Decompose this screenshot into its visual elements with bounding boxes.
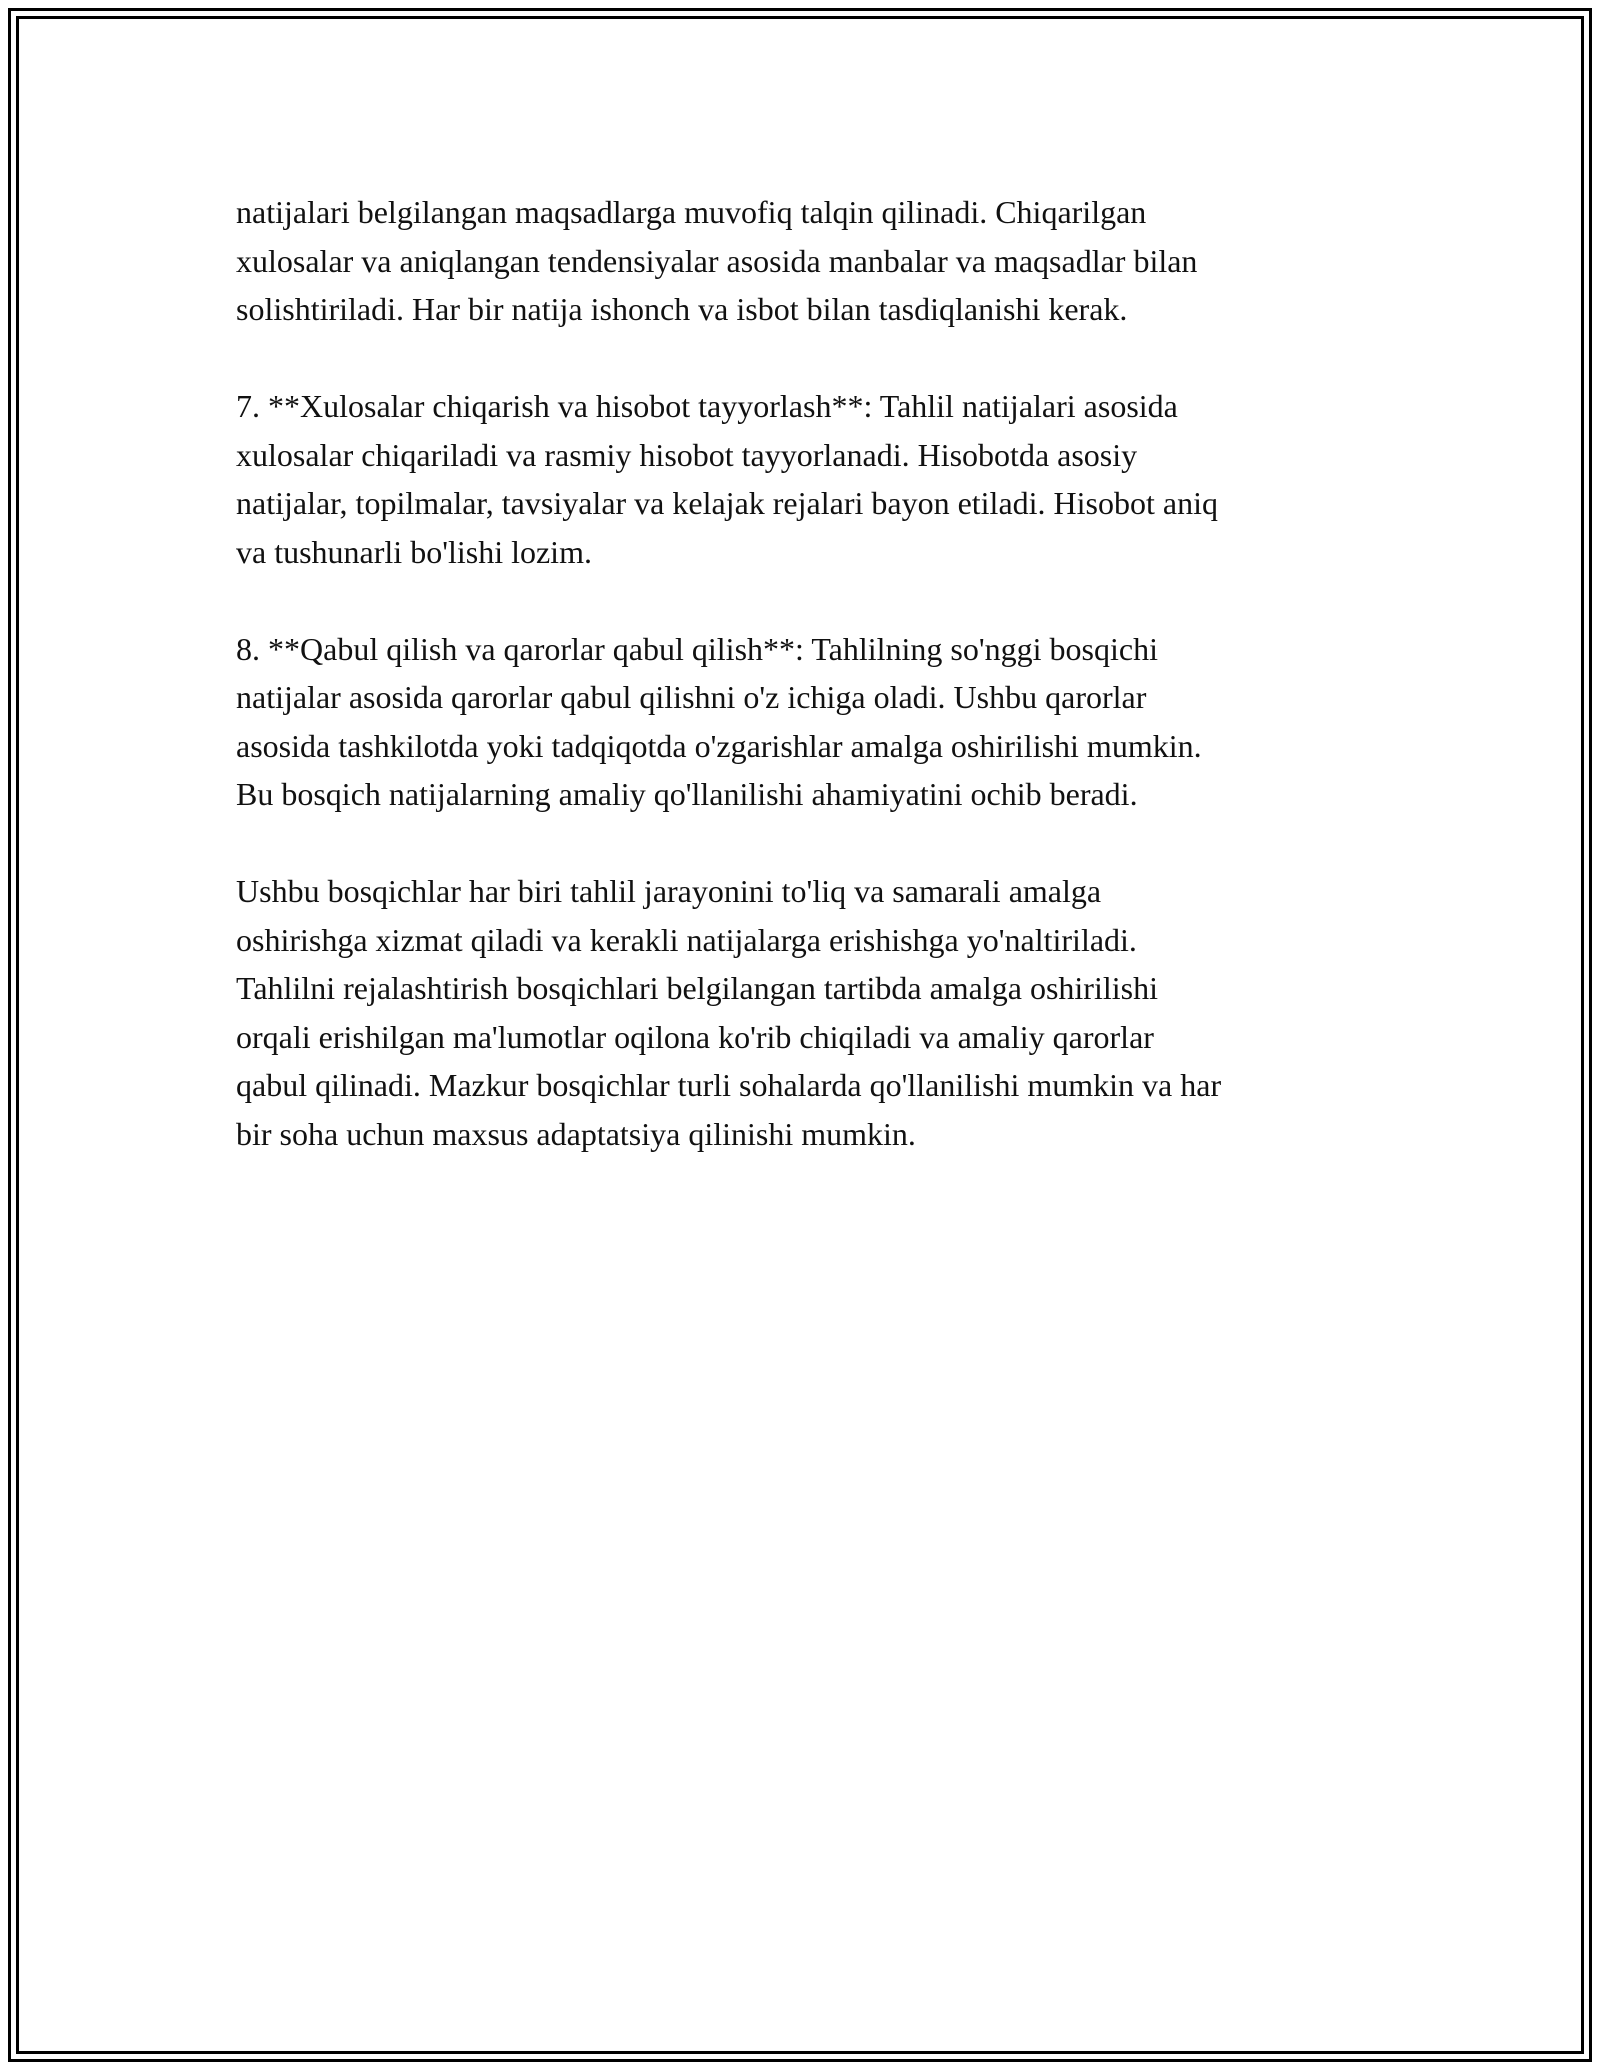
text-line: asosida tashkilotda yoki tadqiqotda o'zgarishlar amalga oshirilishi mumkin. xyxy=(236,727,1202,764)
text-line: Bu bosqich natijalarning amaliy qo'llanilishi ahamiyatini ochib beradi. xyxy=(236,776,1138,812)
text-line: Ushbu bosqichlar har biri tahlil jarayonini to'liq va samarali amalga xyxy=(236,873,1102,909)
text-line: 8. **Qabul qilish va qarorlar qabul qilish**: Tahlilning so'nggi bosqichi xyxy=(236,630,1158,667)
text-line: xulosalar va aniqlangan tendensiyalar asosida manbalar va maqsadlar bilan xyxy=(236,242,1198,279)
text-line: natijalar, topilmalar, tavsiyalar va kelajak rejalari bayon etiladi. Hisobot aniq xyxy=(236,485,1218,521)
text-line: Tahlilni rejalashtirish bosqichlari belgilangan tartibda amalga oshirilishi xyxy=(236,970,1158,1006)
paragraph-step-7 xyxy=(236,382,1376,576)
text-line: qabul qilinadi. Mazkur bosqichlar turli sohalarda qo'llanilishi mumkin va har xyxy=(236,1067,1222,1103)
text-line: natijalar asosida qarorlar qabul qilishni o'z ichiga oladi. Ushbu qarorlar xyxy=(236,679,1147,715)
text-line: bir soha uchun maxsus adaptatsiya qilinishi mumkin. xyxy=(236,1115,916,1152)
text-line: 7. **Xulosalar chiqarish va hisobot tayyorlash**: Tahlil natijalari asosida xyxy=(236,388,1178,424)
text-line: oshirishga xizmat qiladi va kerakli natijalarga erishishga yo'naltiriladi. xyxy=(236,921,1137,958)
text-line: xulosalar chiqariladi va rasmiy hisobot tayyorlanadi. Hisobotda asosiy xyxy=(236,436,1138,473)
text-line: natijalari belgilangan maqsadlarga muvofiq talqin qilinadi. Chiqarilgan xyxy=(236,194,1147,230)
text-line: orqali erishilgan ma'lumotlar oqilona ko'rib chiqiladi va amaliy qarorlar xyxy=(236,1018,1154,1055)
paragraph-conclusion xyxy=(236,867,1376,1158)
paragraph-interpretation xyxy=(236,188,1376,334)
text-line: va tushunarli bo'lishi lozim. xyxy=(236,533,592,570)
document-body xyxy=(236,188,1376,1158)
text-line: solishtiriladi. Har bir natija ishonch va isbot bilan tasdiqlanishi kerak. xyxy=(236,291,1128,327)
paragraph-step-8 xyxy=(236,625,1376,819)
